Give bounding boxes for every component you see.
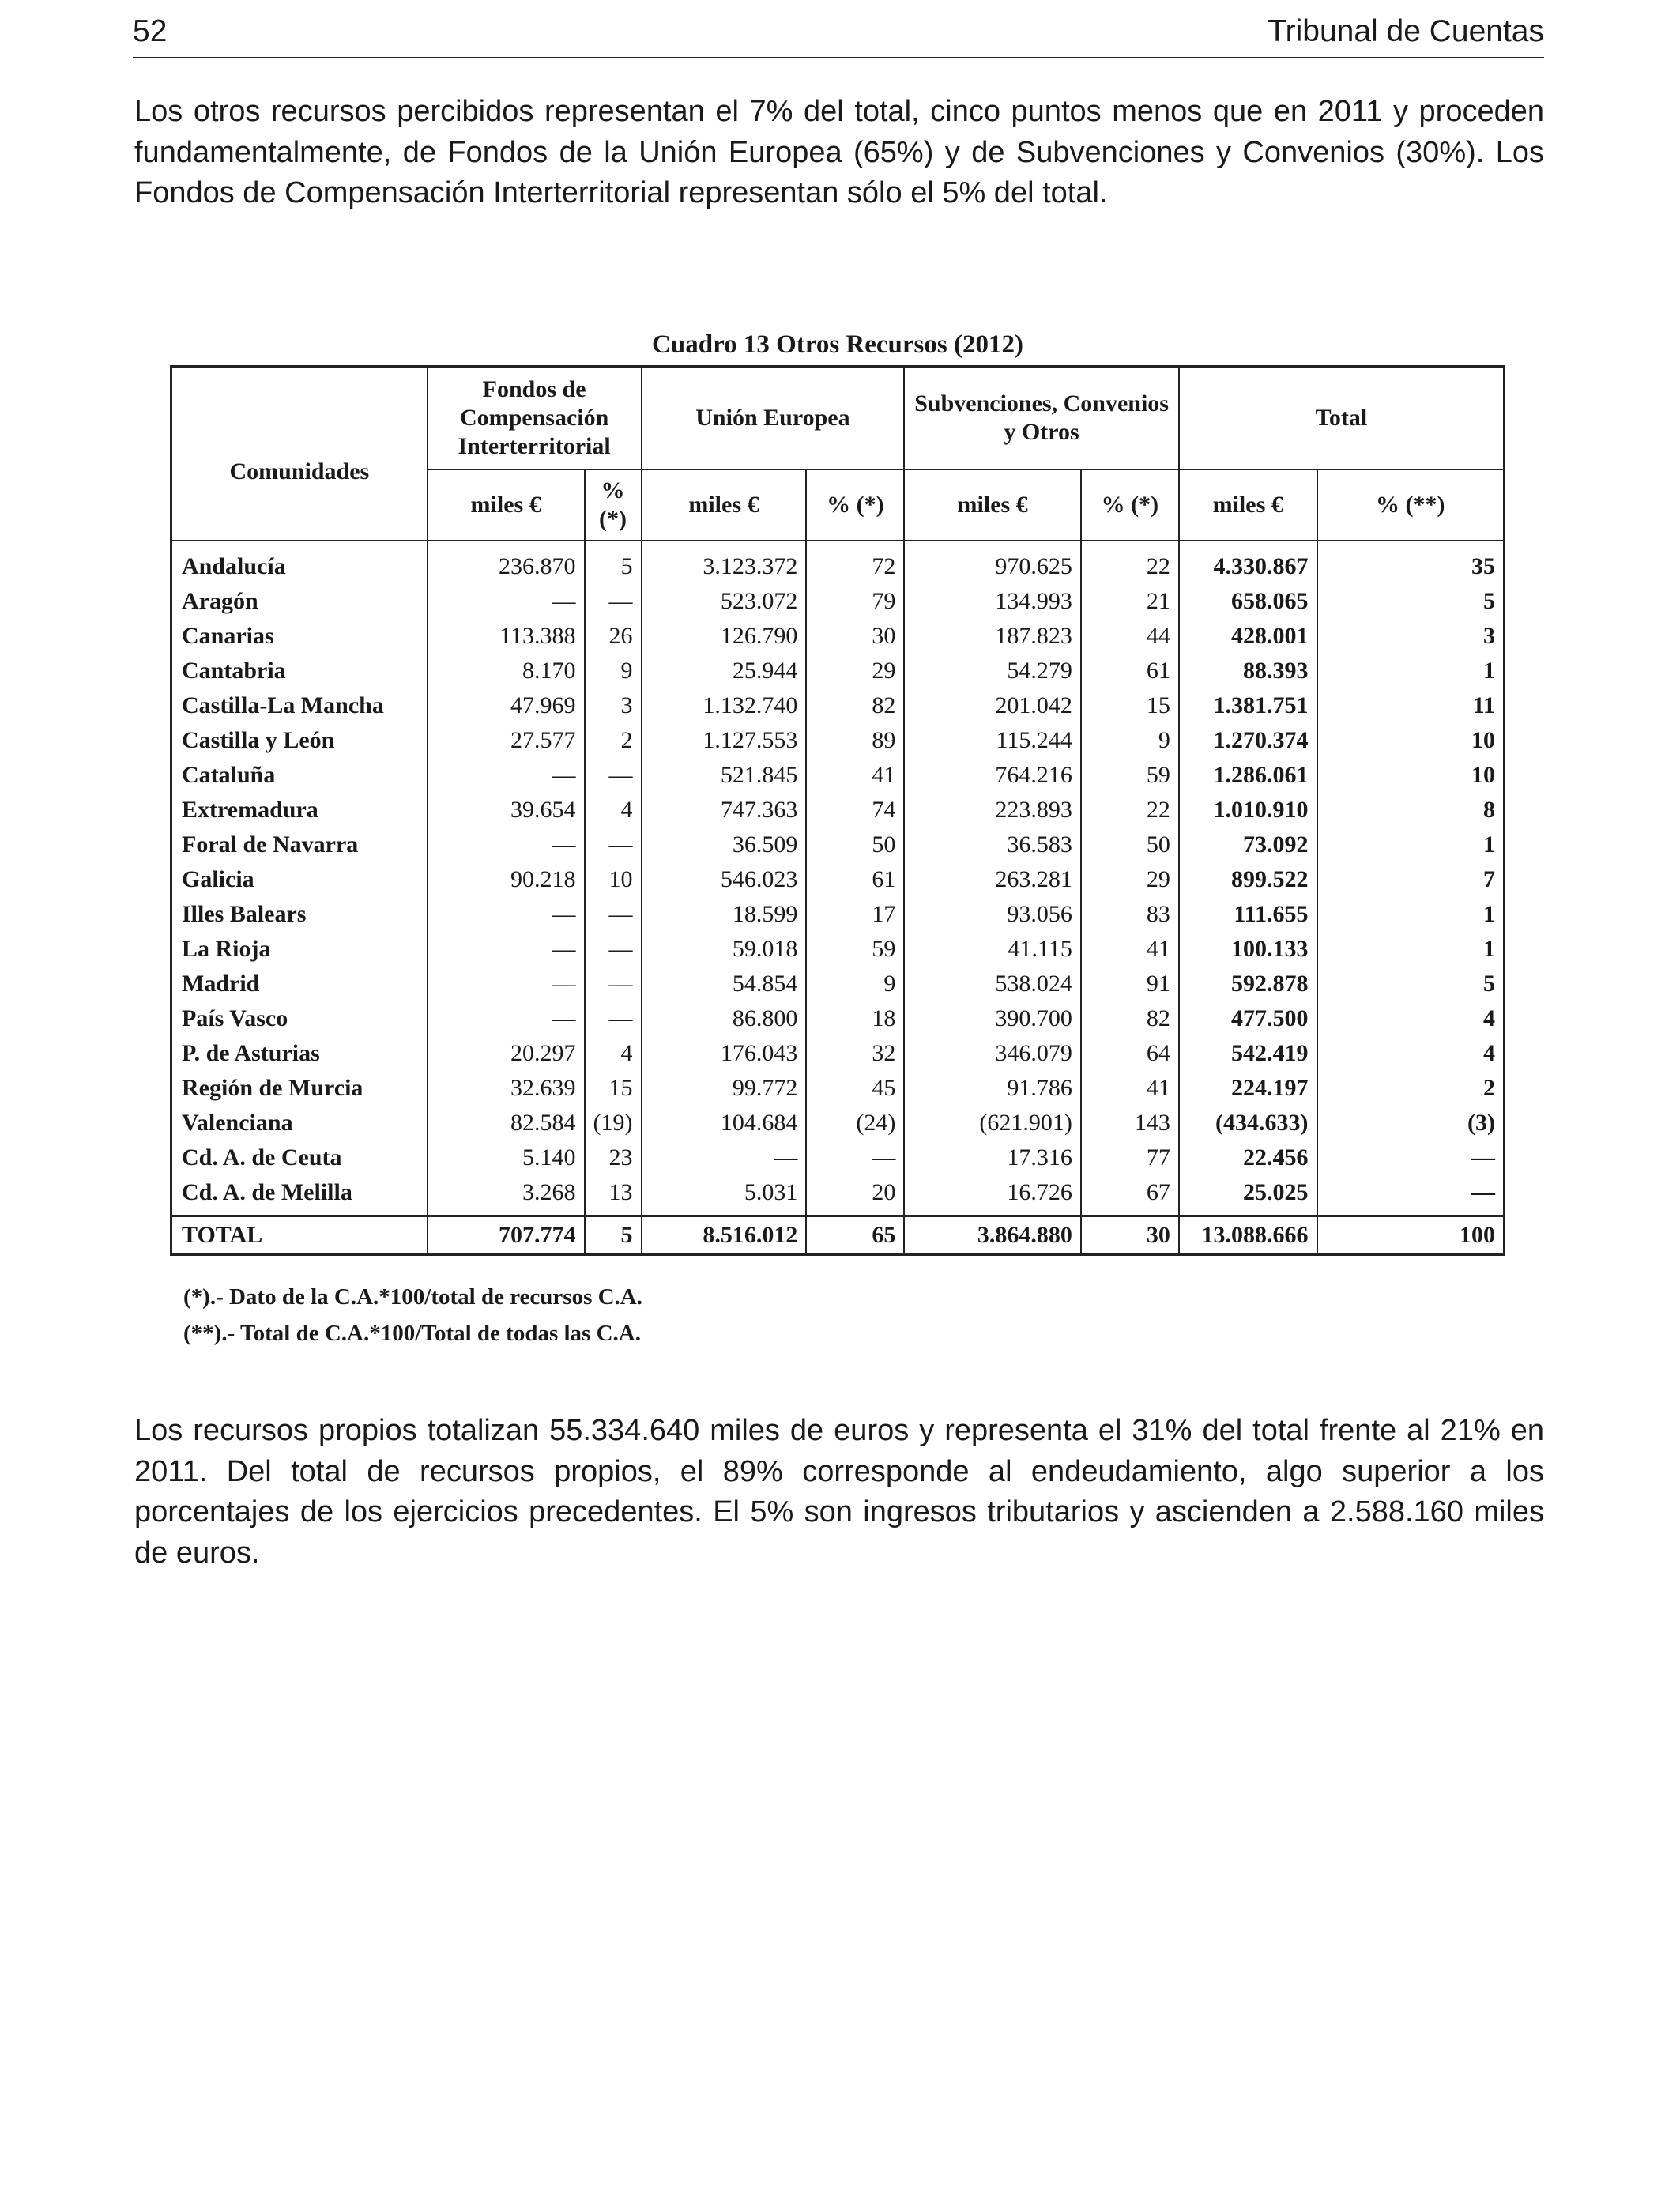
cell-comunidad: Madrid xyxy=(171,967,428,1001)
cell-fci: 90.218 xyxy=(428,862,585,897)
total-total: 13.088.666 xyxy=(1179,1216,1317,1255)
header-total: Total xyxy=(1179,367,1505,470)
table-caption: Cuadro 13 Otros Recursos (2012) xyxy=(652,330,1023,359)
cell-total: 111.655 xyxy=(1179,897,1317,932)
cell-ue-pct: 82 xyxy=(806,688,904,723)
table-row xyxy=(171,1140,1505,1175)
table-body xyxy=(171,541,1505,1216)
cell-fci-pct: 10 xyxy=(585,862,642,897)
cell-total: 592.878 xyxy=(1179,967,1317,1001)
table-row xyxy=(171,932,1505,967)
cell-ue-pct: 59 xyxy=(806,932,904,967)
closing-paragraph: Los recursos propios totalizan 55.334.640 miles de euros y representa el 31% del total frente al 21% en 2011. Del total de recursos propios, el 89% corresponde al endeudamiento, algo superior a los porcentajes de los ejercicios precedentes. El 5% son ingresos tributarios y ascienden a 2.588.160 miles de euros. xyxy=(134,1414,1544,1570)
cell-total-pct: 11 xyxy=(1317,688,1505,723)
table-row xyxy=(171,793,1505,827)
cell-fci: 20.297 xyxy=(428,1036,585,1071)
cell-fci: — xyxy=(428,584,585,619)
cell-ue-pct: 17 xyxy=(806,897,904,932)
cell-ue: 546.023 xyxy=(642,862,807,897)
cell-total: 658.065 xyxy=(1179,584,1317,619)
cell-total: 224.197 xyxy=(1179,1071,1317,1106)
cell-fci-pct: 26 xyxy=(585,619,642,654)
cell-fci-pct: — xyxy=(585,897,642,932)
note-2: (**).- Total de C.A.*100/Total de todas las C.A. xyxy=(183,1321,641,1346)
cell-total: 899.522 xyxy=(1179,862,1317,897)
cell-total: 1.381.751 xyxy=(1179,688,1317,723)
cell-subv-pct: 15 xyxy=(1081,688,1179,723)
cell-ue-pct: 79 xyxy=(806,584,904,619)
table-row xyxy=(171,1036,1505,1071)
cell-fci: — xyxy=(428,897,585,932)
cell-subv-pct: 83 xyxy=(1081,897,1179,932)
cell-fci-pct: 13 xyxy=(585,1175,642,1216)
cell-ue: 126.790 xyxy=(642,619,807,654)
cell-subv: 201.042 xyxy=(904,688,1081,723)
cell-fci-pct: 5 xyxy=(585,541,642,584)
cell-fci-pct: (19) xyxy=(585,1106,642,1140)
table-row xyxy=(171,897,1505,932)
cell-subv-pct: 67 xyxy=(1081,1175,1179,1216)
cell-total-pct: 1 xyxy=(1317,897,1505,932)
cell-subv: 538.024 xyxy=(904,967,1081,1001)
cell-fci: 27.577 xyxy=(428,723,585,758)
page-number: 52 xyxy=(133,14,168,48)
subheader-total-pct: % (**) xyxy=(1317,469,1505,541)
cell-ue: 25.944 xyxy=(642,654,807,688)
cell-fci: 8.170 xyxy=(428,654,585,688)
cell-subv: 346.079 xyxy=(904,1036,1081,1071)
cell-ue: 3.123.372 xyxy=(642,541,807,584)
otros-recursos-table xyxy=(170,365,1505,1256)
cell-subv: 764.216 xyxy=(904,758,1081,793)
cell-comunidad: Galicia xyxy=(171,862,428,897)
cell-total-pct: 5 xyxy=(1317,967,1505,1001)
cell-subv-pct: 82 xyxy=(1081,1001,1179,1036)
cell-total: 4.330.867 xyxy=(1179,541,1317,584)
cell-total: 25.025 xyxy=(1179,1175,1317,1216)
cell-subv: 91.786 xyxy=(904,1071,1081,1106)
cell-ue-pct: 20 xyxy=(806,1175,904,1216)
cell-comunidad: Canarias xyxy=(171,619,428,654)
cell-ue-pct: (24) xyxy=(806,1106,904,1140)
total-row-label: TOTAL xyxy=(171,1216,428,1255)
cell-total-pct: (3) xyxy=(1317,1106,1505,1140)
cell-total: (434.633) xyxy=(1179,1106,1317,1140)
subheader-fci-miles: miles € xyxy=(428,469,585,541)
cell-subv-pct: 41 xyxy=(1081,1071,1179,1106)
cell-ue-pct: 50 xyxy=(806,827,904,862)
cell-ue-pct: 74 xyxy=(806,793,904,827)
cell-comunidad: Castilla y León xyxy=(171,723,428,758)
table-row xyxy=(171,654,1505,688)
cell-total: 88.393 xyxy=(1179,654,1317,688)
cell-comunidad: P. de Asturias xyxy=(171,1036,428,1071)
table-row xyxy=(171,723,1505,758)
subheader-subv-miles: miles € xyxy=(904,469,1081,541)
table-notes xyxy=(183,1279,1448,1351)
cell-ue-pct: — xyxy=(806,1140,904,1175)
cell-subv: 93.056 xyxy=(904,897,1081,932)
cell-ue: 86.800 xyxy=(642,1001,807,1036)
note-1: (*).- Dato de la C.A.*100/total de recursos C.A. xyxy=(183,1284,642,1310)
table-row xyxy=(171,584,1505,619)
intro-paragraph: Los otros recursos percibidos representan el 7% del total, cinco puntos menos que en 2011 y proceden fundamentalmente, de Fondos de la Unión Europea (65%) y de Subvenciones y Convenios (30%). Los Fondos de Compensación Interterritorial representan sólo el 5% del total. xyxy=(134,95,1544,209)
cell-fci-pct: 3 xyxy=(585,688,642,723)
cell-fci: 39.654 xyxy=(428,793,585,827)
cell-ue: 176.043 xyxy=(642,1036,807,1071)
cell-fci: — xyxy=(428,967,585,1001)
cell-total-pct: 3 xyxy=(1317,619,1505,654)
cell-subv-pct: 143 xyxy=(1081,1106,1179,1140)
cell-subv-pct: 91 xyxy=(1081,967,1179,1001)
cell-comunidad: La Rioja xyxy=(171,932,428,967)
cell-fci: 82.584 xyxy=(428,1106,585,1140)
table-row xyxy=(171,619,1505,654)
cell-ue-pct: 18 xyxy=(806,1001,904,1036)
subheader-fci-pct: % (*) xyxy=(585,469,642,541)
cell-total: 477.500 xyxy=(1179,1001,1317,1036)
cell-total: 1.286.061 xyxy=(1179,758,1317,793)
table-row xyxy=(171,1001,1505,1036)
table-row xyxy=(171,862,1505,897)
cell-fci-pct: — xyxy=(585,827,642,862)
cell-ue: 5.031 xyxy=(642,1175,807,1216)
cell-subv-pct: 9 xyxy=(1081,723,1179,758)
cell-ue-pct: 29 xyxy=(806,654,904,688)
cell-comunidad: País Vasco xyxy=(171,1001,428,1036)
cell-comunidad: Cataluña xyxy=(171,758,428,793)
cell-ue: 54.854 xyxy=(642,967,807,1001)
cell-comunidad: Cd. A. de Ceuta xyxy=(171,1140,428,1175)
cell-comunidad: Illes Balears xyxy=(171,897,428,932)
cell-fci-pct: 15 xyxy=(585,1071,642,1106)
cell-comunidad: Andalucía xyxy=(171,541,428,584)
cell-total-pct: 1 xyxy=(1317,827,1505,862)
table-row xyxy=(171,541,1505,584)
cell-total-pct: 8 xyxy=(1317,793,1505,827)
cell-total-pct: 10 xyxy=(1317,723,1505,758)
cell-comunidad: Valenciana xyxy=(171,1106,428,1140)
header-fci: Fondos de Compensación Interterritorial xyxy=(428,367,642,470)
cell-fci: 32.639 xyxy=(428,1071,585,1106)
header-subvenciones: Subvenciones, Convenios y Otros xyxy=(904,367,1178,470)
cell-ue: 36.509 xyxy=(642,827,807,862)
subheader-ue-miles: miles € xyxy=(642,469,807,541)
cell-fci-pct: — xyxy=(585,932,642,967)
cell-fci: — xyxy=(428,758,585,793)
cell-fci-pct: 4 xyxy=(585,1036,642,1071)
total-total-pct: 100 xyxy=(1317,1216,1505,1255)
table-row xyxy=(171,967,1505,1001)
cell-total: 73.092 xyxy=(1179,827,1317,862)
cell-subv-pct: 29 xyxy=(1081,862,1179,897)
cell-total-pct: 1 xyxy=(1317,654,1505,688)
table-row xyxy=(171,758,1505,793)
cell-fci: 113.388 xyxy=(428,619,585,654)
cell-total: 542.419 xyxy=(1179,1036,1317,1071)
cell-total: 1.010.910 xyxy=(1179,793,1317,827)
table-row xyxy=(171,1071,1505,1106)
cell-ue: 104.684 xyxy=(642,1106,807,1140)
cell-total-pct: 5 xyxy=(1317,584,1505,619)
cell-subv: 54.279 xyxy=(904,654,1081,688)
cell-subv: (621.901) xyxy=(904,1106,1081,1140)
total-subv-pct: 30 xyxy=(1081,1216,1179,1255)
cell-ue: — xyxy=(642,1140,807,1175)
cell-total-pct: 35 xyxy=(1317,541,1505,584)
cell-subv: 41.115 xyxy=(904,932,1081,967)
cell-ue: 747.363 xyxy=(642,793,807,827)
cell-ue-pct: 45 xyxy=(806,1071,904,1106)
total-row xyxy=(171,1216,1505,1255)
cell-fci: 236.870 xyxy=(428,541,585,584)
cell-ue-pct: 41 xyxy=(806,758,904,793)
cell-fci-pct: 23 xyxy=(585,1140,642,1175)
table-row xyxy=(171,1106,1505,1140)
cell-ue-pct: 30 xyxy=(806,619,904,654)
cell-comunidad: Aragón xyxy=(171,584,428,619)
cell-ue: 59.018 xyxy=(642,932,807,967)
cell-fci: 47.969 xyxy=(428,688,585,723)
cell-ue-pct: 72 xyxy=(806,541,904,584)
cell-subv-pct: 22 xyxy=(1081,541,1179,584)
cell-fci-pct: — xyxy=(585,758,642,793)
cell-subv-pct: 61 xyxy=(1081,654,1179,688)
cell-fci: — xyxy=(428,827,585,862)
cell-total-pct: 1 xyxy=(1317,932,1505,967)
cell-comunidad: Castilla-La Mancha xyxy=(171,688,428,723)
table-row xyxy=(171,1175,1505,1216)
header-ue: Unión Europea xyxy=(642,367,905,470)
cell-subv-pct: 59 xyxy=(1081,758,1179,793)
total-fci: 707.774 xyxy=(428,1216,585,1255)
cell-ue-pct: 32 xyxy=(806,1036,904,1071)
cell-fci: — xyxy=(428,932,585,967)
cell-ue: 99.772 xyxy=(642,1071,807,1106)
cell-ue: 1.127.553 xyxy=(642,723,807,758)
subheader-subv-pct: % (*) xyxy=(1081,469,1179,541)
cell-fci: 5.140 xyxy=(428,1140,585,1175)
cell-subv-pct: 22 xyxy=(1081,793,1179,827)
cell-total: 1.270.374 xyxy=(1179,723,1317,758)
cell-ue: 523.072 xyxy=(642,584,807,619)
cell-subv-pct: 41 xyxy=(1081,932,1179,967)
cell-total-pct: — xyxy=(1317,1175,1505,1216)
page-header xyxy=(133,11,1544,58)
cell-subv: 970.625 xyxy=(904,541,1081,584)
document-title: Tribunal de Cuentas xyxy=(1268,14,1544,48)
cell-subv: 36.583 xyxy=(904,827,1081,862)
cell-subv-pct: 21 xyxy=(1081,584,1179,619)
subheader-total-miles: miles € xyxy=(1179,469,1317,541)
cell-total-pct: — xyxy=(1317,1140,1505,1175)
cell-comunidad: Región de Murcia xyxy=(171,1071,428,1106)
cell-fci: 3.268 xyxy=(428,1175,585,1216)
cell-fci-pct: 9 xyxy=(585,654,642,688)
cell-ue: 521.845 xyxy=(642,758,807,793)
cell-total: 100.133 xyxy=(1179,932,1317,967)
cell-fci-pct: 4 xyxy=(585,793,642,827)
cell-total-pct: 10 xyxy=(1317,758,1505,793)
cell-comunidad: Foral de Navarra xyxy=(171,827,428,862)
cell-subv: 263.281 xyxy=(904,862,1081,897)
cell-subv: 16.726 xyxy=(904,1175,1081,1216)
cell-subv-pct: 50 xyxy=(1081,827,1179,862)
table-row xyxy=(171,688,1505,723)
cell-fci: — xyxy=(428,1001,585,1036)
cell-comunidad: Cd. A. de Melilla xyxy=(171,1175,428,1216)
cell-fci-pct: 2 xyxy=(585,723,642,758)
total-ue-pct: 65 xyxy=(806,1216,904,1255)
cell-ue: 18.599 xyxy=(642,897,807,932)
cell-ue-pct: 89 xyxy=(806,723,904,758)
table-row xyxy=(171,827,1505,862)
total-ue: 8.516.012 xyxy=(642,1216,807,1255)
cell-subv-pct: 44 xyxy=(1081,619,1179,654)
cell-subv: 134.993 xyxy=(904,584,1081,619)
cell-ue-pct: 9 xyxy=(806,967,904,1001)
total-subv: 3.864.880 xyxy=(904,1216,1081,1255)
cell-fci-pct: — xyxy=(585,1001,642,1036)
cell-total-pct: 2 xyxy=(1317,1071,1505,1106)
cell-total-pct: 4 xyxy=(1317,1001,1505,1036)
cell-subv: 223.893 xyxy=(904,793,1081,827)
cell-ue: 1.132.740 xyxy=(642,688,807,723)
header-comunidades: Comunidades xyxy=(171,367,428,541)
cell-ue-pct: 61 xyxy=(806,862,904,897)
cell-total: 428.001 xyxy=(1179,619,1317,654)
cell-fci-pct: — xyxy=(585,584,642,619)
cell-subv: 187.823 xyxy=(904,619,1081,654)
cell-comunidad: Cantabria xyxy=(171,654,428,688)
cell-subv: 17.316 xyxy=(904,1140,1081,1175)
total-fci-pct: 5 xyxy=(585,1216,642,1255)
cell-subv: 115.244 xyxy=(904,723,1081,758)
cell-total-pct: 4 xyxy=(1317,1036,1505,1071)
cell-comunidad: Extremadura xyxy=(171,793,428,827)
cell-total-pct: 7 xyxy=(1317,862,1505,897)
cell-subv-pct: 77 xyxy=(1081,1140,1179,1175)
cell-total: 22.456 xyxy=(1179,1140,1317,1175)
cell-subv-pct: 64 xyxy=(1081,1036,1179,1071)
subheader-ue-pct: % (*) xyxy=(806,469,904,541)
cell-subv: 390.700 xyxy=(904,1001,1081,1036)
cell-fci-pct: — xyxy=(585,967,642,1001)
